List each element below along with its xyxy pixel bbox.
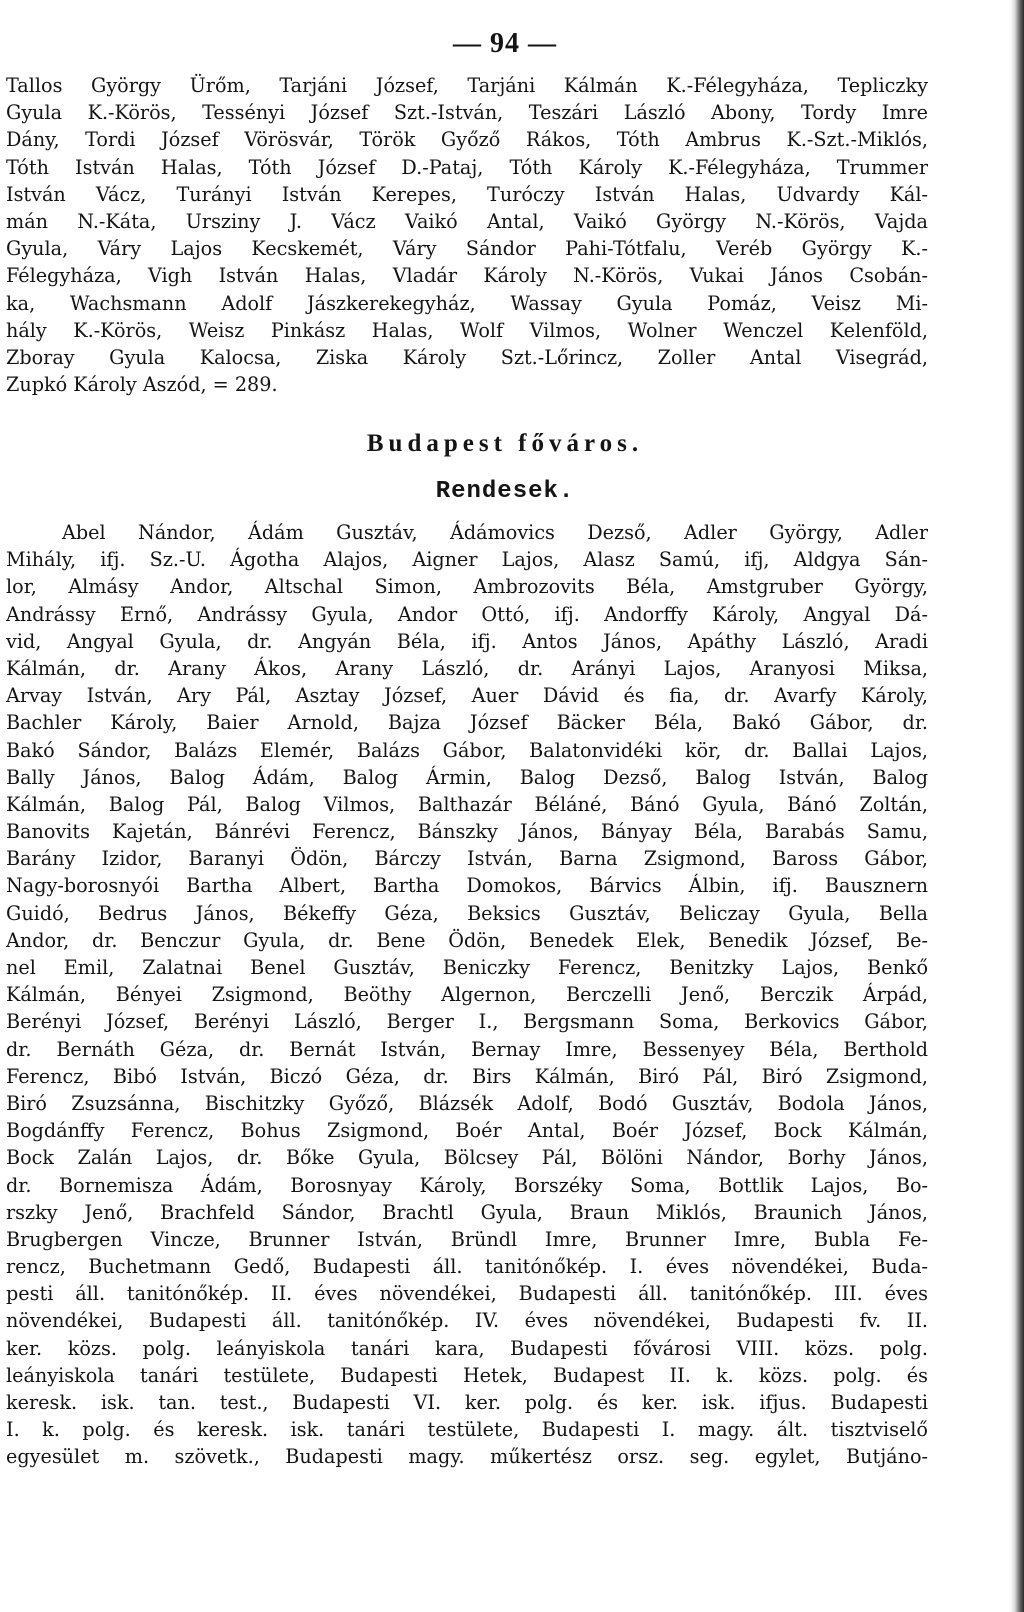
- text-line: Bally János, Balog Ádám, Balog Ármin, Balog Dezső, Balog István, Balog: [6, 765, 928, 789]
- text-line: hály K.-Körös, Weisz Pinkász Halas, Wolf Vilmos, Wolner Wenczel Kelenföld,: [6, 318, 928, 342]
- text-line: Bakó Sándor, Balázs Elemér, Balázs Gábor, Balatonvidéki kör, dr. Ballai Lajos,: [6, 738, 928, 762]
- text-line: Arvay István, Ary Pál, Asztay József, Auer Dávid és fia, dr. Avarfy Károly,: [6, 684, 928, 708]
- text-line: Guidó, Bedrus János, Békeffy Géza, Beksics Gusztáv, Beliczay Gyula, Bella: [6, 901, 928, 925]
- text-line: Gyula, Váry Lajos Kecskemét, Váry Sándor Pahi-Tótfalu, Veréb György K.-: [6, 237, 928, 261]
- text-line: Tallos György Ürőm, Tarjáni József, Tarjáni Kálmán K.-Félegyháza, Tepliczky: [6, 74, 928, 97]
- text-line: Zupkó Károly Aszód, = 289.: [6, 373, 278, 397]
- text-line: dr. Bernáth Géza, dr. Bernát István, Bernay Imre, Bessenyey Béla, Berthold: [6, 1037, 928, 1061]
- text-line: egyesület m. szövetk., Budapesti magy. műkertész orsz. seg. egylet, Butjáno-: [6, 1445, 928, 1469]
- text-line: nel Emil, Zalatnai Benel Gusztáv, Beniczky Ferencz, Benitzky Lajos, Benkő: [6, 956, 928, 979]
- text-line: István Vácz, Turányi István Kerepes, Turóczy István Halas, Udvardy Kál-: [6, 182, 928, 206]
- text-line: Tóth István Halas, Tóth József D.-Pataj, Tóth Károly K.-Félegyháza, Trummer: [6, 155, 928, 179]
- text-line: Zboray Gyula Kalocsa, Ziska Károly Szt.-Lőrincz, Zoller Antal Visegrád,: [6, 345, 928, 369]
- text-line: Bogdánffy Ferencz, Bohus Zsigmond, Boér Antal, Boér József, Bock Kálmán,: [6, 1119, 928, 1143]
- main-paragraph: [6, 519, 928, 1471]
- text-line: Berényi József, Berényi László, Berger I., Bergsmann Soma, Berkovics Gábor,: [6, 1010, 928, 1034]
- page-number: — 94 —: [453, 28, 557, 59]
- text-line: keresk. isk. tan. test., Budapesti VI. ker. polg. és ker. isk. ifjus. Budapesti: [6, 1391, 928, 1414]
- section-title: Budapest főváros.: [366, 430, 644, 457]
- text-line: növendékei, Budapesti áll. tanitónőkép. IV. éves növendékei, Budapesti fv. II.: [6, 1309, 928, 1333]
- text-line: Nagy-borosnyói Bartha Albert, Bartha Domokos, Bárvics Álbin, ifj. Bausznern: [6, 874, 928, 898]
- text-line: Kálmán, Balog Pál, Balog Vilmos, Balthazár Béláné, Bánó Gyula, Bánó Zoltán,: [6, 792, 928, 816]
- text-line: Banovits Kajetán, Bánrévi Ferencz, Bánszky János, Bányay Béla, Barabás Samu,: [6, 820, 928, 844]
- text-line: rszky Jenő, Brachfeld Sándor, Brachtl Gyula, Braun Miklós, Braunich János,: [6, 1200, 928, 1224]
- text-line: Brugbergen Vincze, Brunner István, Bründl Imre, Brunner Imre, Bubla Fe-: [6, 1227, 928, 1251]
- text-line: I. k. polg. és keresk. isk. tanári testülete, Budapesti I. magy. ált. tisztviselő: [6, 1418, 928, 1442]
- text-line: Bock Zalán Lajos, dr. Bőke Gyula, Bölcsey Pál, Bölöni Nándor, Borhy János,: [6, 1146, 928, 1170]
- text-line: Kálmán, dr. Arany Ákos, Arany László, dr. Arányi Lajos, Aranyosi Miksa,: [6, 656, 928, 680]
- text-line: Dány, Tordi József Vörösvár, Török Győző Rákos, Tóth Ambrus K.-Szt.-Miklós,: [6, 128, 928, 152]
- text-line: Abel Nándor, Ádám Gusztáv, Ádámovics Dezső, Adler György, Adler: [62, 521, 928, 544]
- subsection-title: Rendesek.: [435, 478, 575, 505]
- text-line: Andrássy Ernő, Andrássy Gyula, Andor Ottó, ifj. Andorffy Károly, Angyal Dá-: [6, 602, 928, 626]
- text-line: Biró Zsuzsánna, Bischitzky Győző, Blázsék Adolf, Bodó Gusztáv, Bodola János,: [6, 1091, 928, 1115]
- text-line: dr. Bornemisza Ádám, Borosnyay Károly, Borszéky Soma, Bottlik Lajos, Bo-: [6, 1173, 928, 1197]
- text-line: mán N.-Káta, Ursziny J. Vácz Vaikó Antal, Vaikó György N.-Körös, Vajda: [6, 209, 928, 233]
- text-line: ker. közs. polg. leányiskola tanári kara, Budapesti fővárosi VIII. közs. polg.: [6, 1336, 928, 1360]
- text-line: Kálmán, Bényei Zsigmond, Beöthy Algernon, Berczelli Jenő, Berczik Árpád,: [6, 983, 928, 1007]
- text-line: lor, Almásy Andor, Altschal Simon, Ambrozovits Béla, Amstgruber György,: [6, 575, 928, 599]
- text-line: Gyula K.-Körös, Tessényi József Szt.-István, Teszári László Abony, Tordy Imre: [6, 101, 928, 125]
- text-line: pesti áll. tanitónőkép. II. éves növendékei, Budapesti áll. tanitónőkép. III. éves: [6, 1282, 928, 1306]
- text-line: Bachler Károly, Baier Arnold, Bajza József Bäcker Béla, Bakó Gábor, dr.: [6, 711, 928, 735]
- top-paragraph: [6, 72, 928, 398]
- text-line: rencz, Buchetmann Gedő, Budapesti áll. tanitónőkép. I. éves növendékei, Buda-: [6, 1255, 928, 1279]
- text-line: ka, Wachsmann Adolf Jászkerekegyház, Wassay Gyula Pomáz, Veisz Mi-: [6, 291, 928, 315]
- text-line: Andor, dr. Benczur Gyula, dr. Bene Ödön, Benedek Elek, Benedik József, Be-: [6, 928, 928, 952]
- text-line: Félegyháza, Vigh István Halas, Vladár Károly N.-Körös, Vukai János Csobán-: [6, 264, 928, 288]
- text-line: vid, Angyal Gyula, dr. Angyán Béla, ifj. Antos János, Apáthy László, Aradi: [6, 629, 928, 653]
- text-line: Mihály, ifj. Sz.-U. Ágotha Alajos, Aigner Lajos, Alasz Samú, ifj, Aldgya Sán-: [6, 548, 928, 572]
- scan-edge-shadow: [1010, 0, 1024, 1612]
- text-line: leányiskola tanári testülete, Budapesti Hetek, Budapest II. k. közs. polg. és: [6, 1363, 928, 1387]
- text-line: Barány Izidor, Baranyi Ödön, Bárczy István, Barna Zsigmond, Baross Gábor,: [6, 847, 928, 871]
- text-line: Ferencz, Bibó István, Biczó Géza, dr. Birs Kálmán, Biró Pál, Biró Zsigmond,: [6, 1064, 928, 1088]
